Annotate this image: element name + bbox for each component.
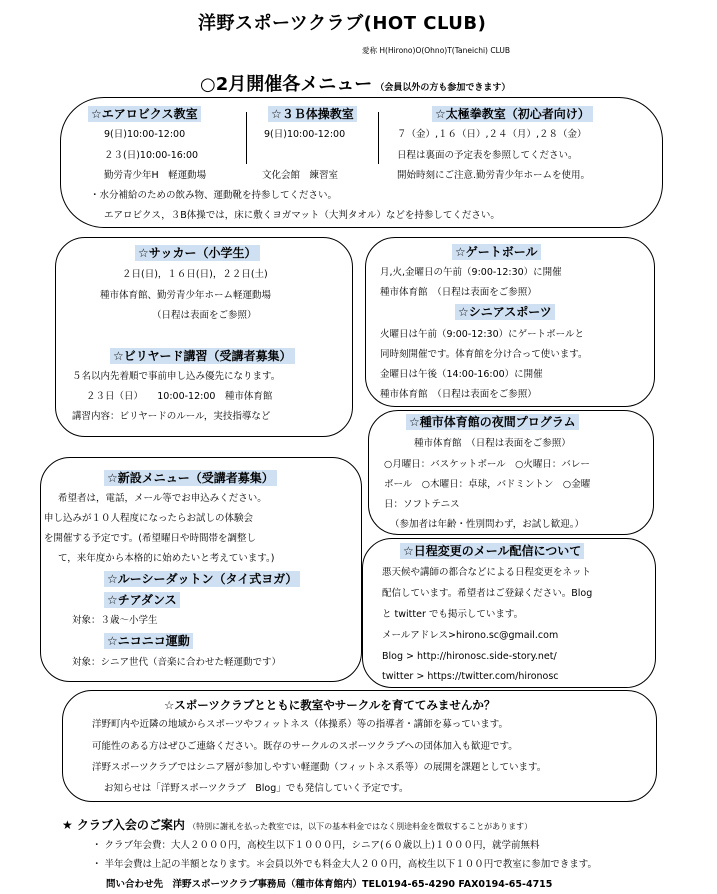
billiards-title: ☆ビリヤード講習（受講者募集） [110,348,295,364]
taichi-section [432,106,593,122]
menu-heading [200,70,510,96]
soccer-billiards-box [55,237,353,437]
club-nickname: 愛称 H(Hirono)O(Ohno)T(Taneichi) CLUB [362,46,511,55]
cheer-target: 対象：３歳～小学生 [72,615,158,626]
membership-item-2 [92,858,597,871]
mail-twitter-link[interactable]: twitter > https://twitter.com/hironosc [382,671,559,682]
niko-target: 対象：シニア世代（音楽に合わせた軽運動です） [72,657,282,668]
new-menu-line-4: て，来年度から本格的に始めたいと考えています。) [58,553,275,564]
night-section [406,414,579,430]
taichi-line-2: 日程は裏面の予定表を参照してください。 [397,150,578,161]
cheer-section [104,592,180,608]
top-note-1: ・水分補給のための飲み物、運動靴を持参してください。 [90,190,338,201]
recruit-line-1: 洋野町内や近隣の地域からスポーツやフィットネス（体操系）等の指導者・講師を募っています。 [92,719,509,730]
niko-section [104,633,193,649]
taichi-line-1: ７（金）,１６（日）,２４（月）,２８（金） [397,129,587,140]
taichi-title: ☆太極拳教室（初心者向け） [432,106,593,122]
aerobics-line-3: 勤労青少年H 軽運動場 [104,170,207,181]
gateball-line-2: 種市体育館 （日程は表面をご参照） [380,287,537,298]
new-menu-line-1: 希望者は，電話，メール等でお申込みください。 [58,493,267,504]
lucy-section [104,571,300,587]
mail-line-2: 配信しています。希望者はご登録ください。Blog [382,588,593,599]
new-menu-line-2: 申し込みが１０人程度になったらお試しの体験会 [44,513,254,524]
soccer-line-3: （日程は表面をご参照） [152,310,257,321]
billiards-section [110,348,295,364]
divider-1 [246,112,247,164]
senior-line-2: 同時刻開催です。体育館を分け合って使います。 [380,349,588,360]
menu-title: ○2月開催各メニュー [200,74,373,95]
gateball-section [452,244,541,260]
billiards-line-1: ５名以内先着順で事前申し込み優先になります。 [72,371,281,382]
soccer-line-2: 種市体育館、勤労青少年ホーム軽運動場 [100,290,272,301]
gateball-senior-box [365,237,655,407]
soccer-title: ☆サッカー（小学生） [135,245,260,261]
threeb-title: ☆３Ｂ体操教室 [268,106,357,122]
mail-line-1: 悪天候や講師の都合などによる日程変更をネット [382,567,592,578]
top-note-2: エアロビクス，３B体操では，床に敷くヨガマット（大判タオル）などを持参してください。 [104,210,500,221]
aerobics-line-2: ２３(日)10:00-16:00 [104,150,199,161]
membership-note: （特別に謝礼を払った教室では，以下の基本料金ではなく別途料金を徴収することがあります） [188,822,533,831]
threeb-line-1: 9(日)10:00-12:00 [264,129,346,140]
club-title: 洋野スポーツクラブ(HOT CLUB) [198,13,487,34]
niko-title: ☆ニコニコ運動 [104,633,193,649]
soccer-line-1: ２日(日)，１６日(日)，２２日(土) [122,269,268,280]
billiards-line-2: ２３日（日） 10:00-12:00 種市体育館 [86,391,273,402]
new-menu-box [40,457,362,682]
night-line-2: ○月曜日：バスケットボール ○火曜日：バレー [384,459,590,470]
night-line-5: （参加者は年齢・性別問わず，お試し歓迎。） [390,519,584,530]
mail-section [400,543,584,559]
bullet-dot: ・ [92,840,105,851]
recruit-line-4: お知らせは「洋野スポーツクラブ Blog」でも発信していく予定です。 [104,783,409,794]
membership-item-1 [92,839,539,852]
membership-title: ★ クラブ入会のご案内 [62,818,185,832]
menu-note: （会員以外の方も参加できます） [375,83,511,93]
contact-line: 問い合わせ先 洋野スポーツクラブ事務局（種市体育館内）TEL0194-65-4290 FAX0194-65-4715 [106,879,553,890]
night-line-4: 日：ソフトテニス [384,499,460,510]
recruit-title: ☆スポーツクラブとともに教室やサークルを育ててみませんか？ [164,698,496,712]
divider-2 [378,112,379,164]
mail-blog-link[interactable]: Blog > http://hironosc.side-story.net/ [382,651,557,662]
lucy-title: ☆ルーシーダットン（タイ式ヨガ） [104,571,300,587]
aerobics-line-1: 9(日)10:00-12:00 [104,129,186,140]
mail-email-link[interactable]: メールアドレス>hirono.sc@gmail.com [382,630,559,641]
membership-heading [62,816,532,833]
cheer-title: ☆チアダンス [104,592,180,608]
new-menu-line-3: を開催する予定です。(希望曜日や時間帯を調整し [44,533,256,544]
soccer-section [135,245,260,261]
gateball-title: ☆ゲートボール [452,244,541,260]
senior-line-1: 火曜日は午前（9:00-12:30）にゲートボールと [380,329,584,340]
bullet-dot: ・ [92,859,105,870]
threeb-section [268,106,357,122]
senior-line-4: 種市体育館 （日程は表面をご参照） [380,389,537,400]
aerobics-section [88,106,201,122]
recruit-line-3: 洋野スポーツクラブではシニア層が参加しやすい軽運動（フィットネス系等）の展開を課題としています。 [92,762,547,773]
night-title: ☆種市体育館の夜間プログラム [406,414,579,430]
mail-line-3: と twitter でも掲示しています。 [382,609,524,620]
gateball-line-1: 月,火,金曜日の午前（9:00-12:30）に開催 [380,267,562,278]
senior-line-3: 金曜日は午後（14:00-16:00）に開催 [380,369,543,380]
threeb-line-2: 文化会館 練習室 [262,170,339,181]
senior-title: ☆シニアスポーツ [455,304,555,320]
night-line-3: ボール ○木曜日：卓球，バドミントン ○金曜 [384,479,591,490]
aerobics-title: ☆エアロビクス教室 [88,106,201,122]
taichi-line-3: 開始時刻にご注意.勤労青少年ホームを使用。 [397,170,591,181]
recruit-line-2: 可能性のある方はぜひご連絡ください。既存のサークルのスポーツクラブへの団体加入も歓迎です。 [92,741,518,752]
night-line-1: 種市体育館 （日程は表面をご参照） [414,438,571,449]
membership-item-1-text: クラブ年会費：大人２０００円，高校生以下１０００円，シニア(６０歳以上)１０００円，就学前無料 [104,840,540,851]
billiards-line-3: 講習内容：ビリヤードのルール，実技指導など [72,411,271,422]
mail-title: ☆日程変更のメール配信について [400,543,584,559]
membership-item-2-text: 半年会費は上記の半額となります。＊会員以外でも料金大人２００円，高校生以下１００円で教室に参加できます。 [104,859,598,870]
senior-section [455,304,555,320]
new-menu-section [104,470,277,486]
new-menu-title: ☆新設メニュー（受講者募集） [104,470,277,486]
